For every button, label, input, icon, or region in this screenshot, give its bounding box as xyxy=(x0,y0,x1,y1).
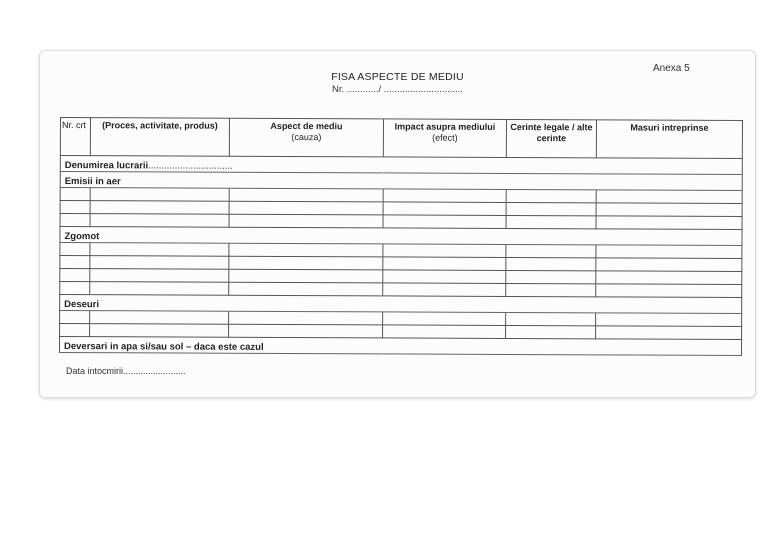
section-row-deversari: Deversari in apa si/sau sol – daca este cazul xyxy=(59,337,741,356)
annex-label: Anexa 5 xyxy=(653,63,690,74)
table-header-row xyxy=(60,118,742,159)
section-row-emisii: Emisii in aer xyxy=(60,172,742,191)
column-header-aspect: Aspect de mediu (cauza) xyxy=(229,118,383,157)
column-header-measures: Masuri intreprinse xyxy=(596,120,742,159)
column-header-nr-crt: Nr. crt xyxy=(60,118,90,156)
section-row-denumire: Denumirea lucrarii................................ xyxy=(60,156,742,175)
form-card xyxy=(39,50,756,398)
form-title: FISA ASPECTE DE MEDIU xyxy=(331,71,464,83)
section-row-zgomot: Zgomot xyxy=(60,227,742,246)
column-header-process: (Proces, activitate, produs) xyxy=(90,118,229,157)
section-row-deseuri: Deseuri xyxy=(60,295,742,314)
column-header-impact: Impact asupra mediului (efect) xyxy=(383,119,506,158)
column-header-legal: Cerinte legale / alte cerinte xyxy=(506,119,596,157)
date-prepared-line: Data intocmirii......................... xyxy=(66,366,186,376)
form-number-line: Nr. ............/ .............................. xyxy=(332,84,463,95)
environmental-aspects-table xyxy=(59,117,743,356)
